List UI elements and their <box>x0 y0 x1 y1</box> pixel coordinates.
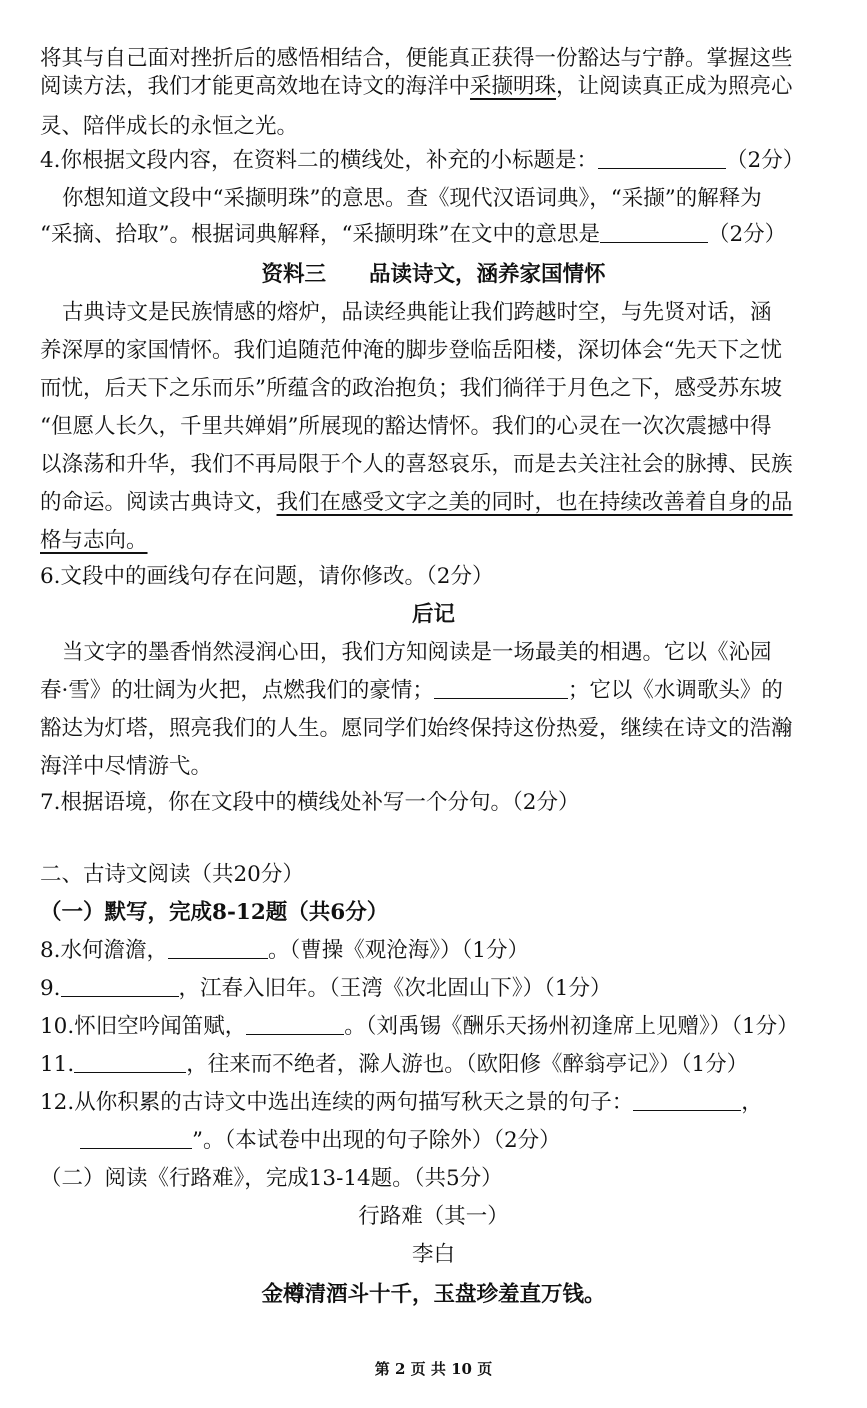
underlined-sentence: 我们在感受文字之美的同时，也在持续改善着自身的品 <box>276 490 793 515</box>
question-6: 6.文段中的画线句存在问题，请你修改。（2分） <box>40 564 494 589</box>
answer-blank[interactable] <box>74 1050 186 1073</box>
answer-blank[interactable] <box>246 1012 344 1035</box>
text-line: 养深厚的家国情怀。我们追随范仲淹的脚步登临岳阳楼，深切体会“先天下之忧 <box>40 338 782 363</box>
text-span: ；它以《水调歌头》的 <box>567 678 783 703</box>
answer-blank[interactable] <box>80 1126 192 1149</box>
answer-blank[interactable] <box>168 936 268 959</box>
poem-line: 金樽清酒斗十千，玉盘珍羞直万钱。 <box>261 1282 606 1307</box>
text-line <box>40 522 830 560</box>
text-line: 豁达为灯塔，照亮我们的人生。愿同学们始终保持这份热爱，继续在诗文的浩瀚 <box>40 716 793 741</box>
question-text: 8.水何澹澹， <box>40 938 169 963</box>
text-span: 阅读方法，我们才能更高效地在诗文的海洋中 <box>40 74 471 99</box>
section-heading: 后记 <box>411 602 455 627</box>
subsection-heading: （一）默写，完成8-12题（共6分） <box>40 900 389 925</box>
text-line: 当文字的墨香悄然浸润心田，我们方知阅读是一场最美的相遇。它以《沁园 <box>62 640 772 665</box>
score-note: （2分） <box>707 222 787 247</box>
poem-author: 李白 <box>411 1242 455 1267</box>
section-heading: 资料三 品读诗文，涵养家国情怀 <box>261 262 606 287</box>
question-text: ， <box>741 1090 763 1115</box>
answer-blank[interactable] <box>61 974 179 997</box>
text-line <box>40 484 830 522</box>
question-7: 7.根据语境，你在文段中的横线处补写一个分句。（2分） <box>40 790 580 815</box>
question-text: “采摘、拾取”。根据词典解释，“采撷明珠”在文中的意思是 <box>40 222 600 247</box>
question-text: 12.从你积累的古诗文中选出连续的两句描写秋天之景的句子： <box>40 1090 634 1115</box>
text-span: 的命运。阅读古典诗文， <box>40 490 277 515</box>
subsection-heading: （二）阅读《行路难》，完成13-14题。（共5分） <box>40 1166 503 1191</box>
question-8 <box>40 932 830 970</box>
question-text: 11. <box>40 1052 75 1077</box>
text-line: 古典诗文是民族情感的熔炉，品读经典能让我们跨越时空，与先贤对话，涵 <box>62 300 772 325</box>
text-span: ，让阅读真正成为照亮心 <box>556 74 793 99</box>
text-line: 海洋中尽情游弋。 <box>40 754 213 779</box>
question-text: ”。（本试卷中出现的句子除外）（2分） <box>192 1128 561 1153</box>
question-text: ，江春入旧年。（王湾《次北固山下》）（1分） <box>178 976 612 1001</box>
question-4 <box>40 142 830 180</box>
answer-blank[interactable] <box>434 676 568 699</box>
text-line: 以涤荡和升华，我们不再局限于个人的喜怒哀乐，而是去关注社会的脉搏、民族 <box>40 452 793 477</box>
question-text: 9. <box>40 976 61 1001</box>
question-10 <box>40 1008 830 1046</box>
score-note: （2分） <box>726 148 805 173</box>
question-text: 4.你根据文段内容，在资料二的横线处，补充的小标题是： <box>40 148 599 173</box>
question-12 <box>40 1084 830 1122</box>
question-11 <box>40 1046 830 1084</box>
text-line: 将其与自己面对挫折后的感悟相结合，便能真正获得一份豁达与宁静。掌握这些 <box>40 46 793 71</box>
text-line <box>40 672 830 710</box>
answer-blank[interactable] <box>633 1088 741 1111</box>
answer-blank[interactable] <box>598 146 726 169</box>
question-text: 10.怀旧空吟闻笛赋， <box>40 1014 247 1039</box>
question-12-continued <box>40 1122 830 1160</box>
underlined-phrase: 采撷明珠 <box>470 74 557 99</box>
text-line: 灵、陪伴成长的永恒之光。 <box>40 114 299 139</box>
underlined-sentence: 格与志向。 <box>40 528 148 553</box>
text-line: 你想知道文段中“采撷明珠”的意思。查《现代汉语词典》，“采撷”的解释为 <box>62 186 762 211</box>
page-footer: 第 2 页 共 10 页 <box>374 1360 493 1378</box>
question-text: 。（刘禹锡《酬乐天扬州初逢席上见赠》）（1分） <box>344 1014 799 1039</box>
text-span: 春·雪》的壮阔为火把，点燃我们的豪情； <box>40 678 434 703</box>
question-5 <box>40 216 830 254</box>
poem-title: 行路难（其一） <box>358 1204 509 1229</box>
text-line: “但愿人长久，千里共婵娟”所展现的豁达情怀。我们的心灵在一次次震撼中得 <box>40 414 772 439</box>
question-text: 。（曹操《观沧海》）（1分） <box>268 938 529 963</box>
answer-blank[interactable] <box>600 220 708 243</box>
question-text: ，往来而不绝者，滁人游也。（欧阳修《醉翁亭记》）（1分） <box>186 1052 749 1077</box>
part-heading: 二、古诗文阅读（共20分） <box>40 862 304 887</box>
text-line <box>40 68 830 106</box>
question-9 <box>40 970 830 1008</box>
text-line: 而忧，后天下之乐而乐”所蕴含的政治抱负；我们徜徉于月色之下，感受苏东坡 <box>40 376 782 401</box>
